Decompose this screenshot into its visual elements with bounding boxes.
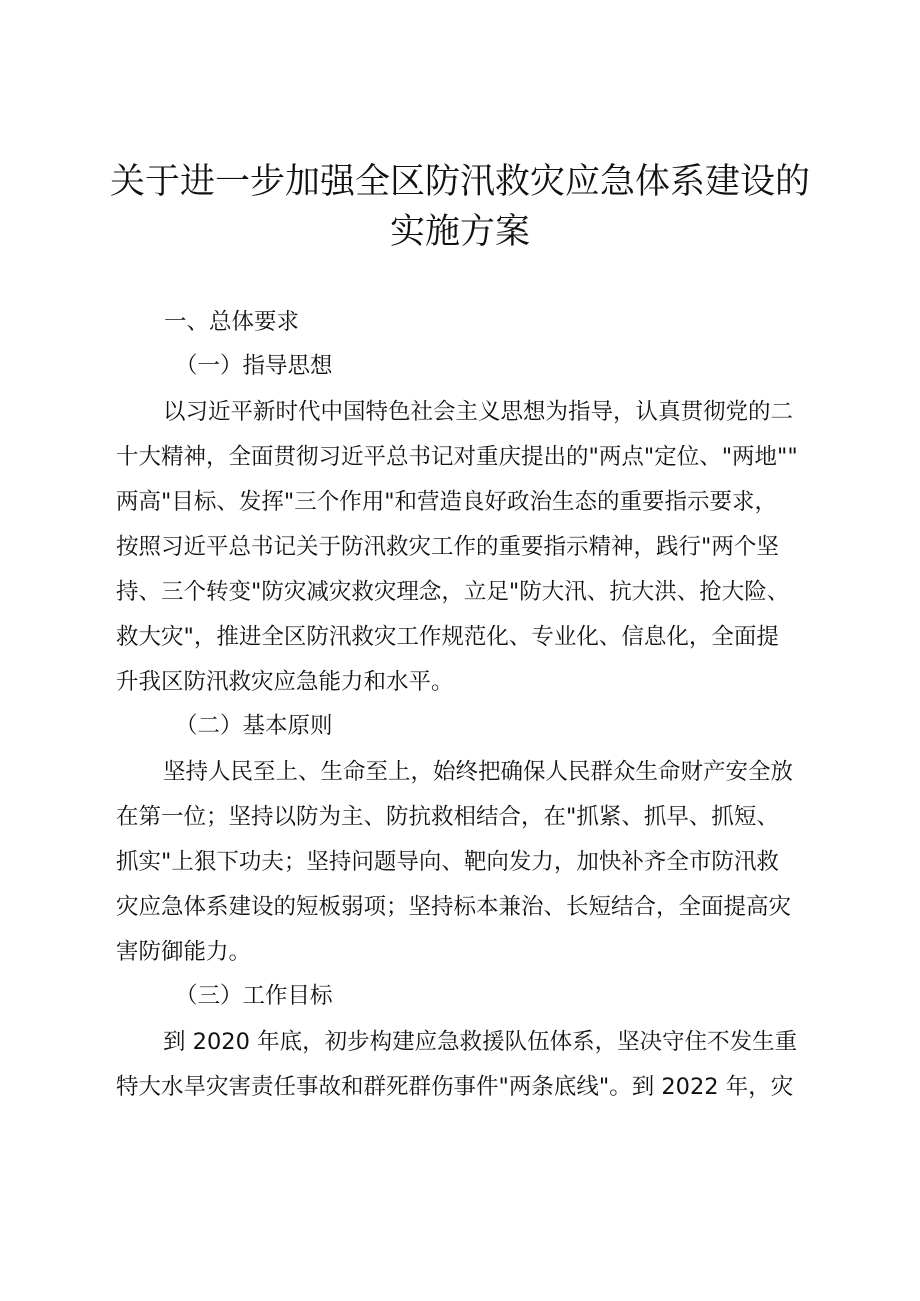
subsection-heading-guiding-ideology: （一）指导思想 <box>175 353 333 379</box>
paragraph-line: 害防御能力。 <box>116 939 252 965</box>
paragraph-line: 灾应急体系建设的短板弱项；坚持标本兼治、长短结合，全面提高灾 <box>116 894 792 920</box>
paragraph-line: 十大精神，全面贯彻习近平总书记对重庆提出的"两点"定位、"两地"" <box>116 444 798 470</box>
paragraph-line: 两高"目标、发挥"三个作用"和营造良好政治生态的重要指示要求， <box>116 489 778 515</box>
paragraph-line: 救大灾"，推进全区防汛救灾工作规范化、专业化、信息化，全面提 <box>116 624 779 650</box>
paragraph-line: 特大水旱灾害责任事故和群死群伤事件"两条底线"。到 2022 年，灾 <box>116 1074 794 1100</box>
paragraph-line: 到 2020 年底，初步构建应急救援队伍体系，坚决守住不发生重 <box>163 1029 798 1055</box>
subsection-heading-work-goals: （三）工作目标 <box>175 983 333 1009</box>
document-title-line-1: 关于进一步加强全区防汛救灾应急体系建设的 <box>109 162 810 202</box>
paragraph-line: 升我区防汛救灾应急能力和水平。 <box>116 669 454 695</box>
paragraph-line: 抓实"上狠下功夫；坚持问题导向、靶向发力，加快补齐全市防汛救 <box>116 849 779 875</box>
section-heading-general-requirements: 一、总体要求 <box>164 309 300 335</box>
subsection-heading-basic-principles: （二）基本原则 <box>175 713 333 739</box>
paragraph-line: 持、三个转变"防灾减灾救灾理念，立足"防大汛、抗大洪、抢大险、 <box>116 579 790 605</box>
paragraph-line: 在第一位；坚持以防为主、防抗救相结合，在"抓紧、抓早、抓短、 <box>116 804 779 830</box>
paragraph-line: 坚持人民至上、生命至上，始终把确保人民群众生命财产安全放 <box>163 759 794 785</box>
document-title-line-2: 实施方案 <box>389 212 530 252</box>
paragraph-line: 以习近平新时代中国特色社会主义思想为指导，认真贯彻党的二 <box>163 399 794 425</box>
paragraph-line: 按照习近平总书记关于防汛救灾工作的重要指示精神，践行"两个坚 <box>116 534 779 560</box>
